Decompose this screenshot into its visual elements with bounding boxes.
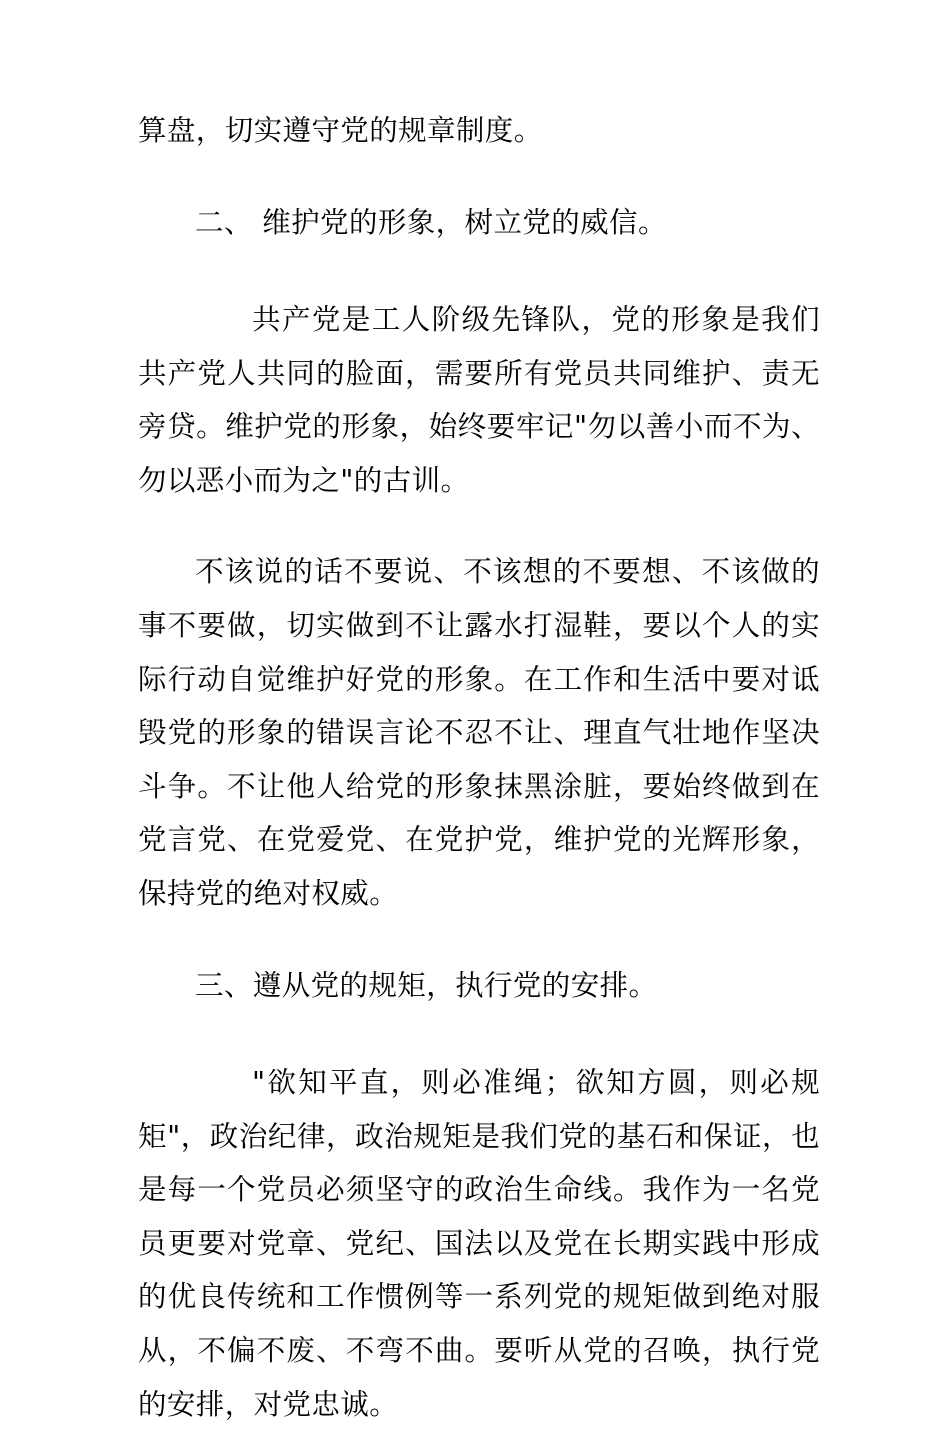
paragraph-section-two-first: 共产党是工人阶级先锋队，党的形象是我们共产党人共同的脸面，需要所有党员共同维护、责无旁贷。维护党的形象，始终要牢记"勿以善小而不为、勿以恶小而为之"的古训。 [138,303,820,497]
paragraph-section-two-second: 不该说的话不要说、不该想的不要想、不该做的事不要做，切实做到不让露水打湿鞋，要以个人的实际行动自觉维护好党的形象。在工作和生活中要对诋毁党的形象的错误言论不忍不让、理直气壮地作坚决斗争。不让他人给党的形象抹黑涂脏，要始终做到在党言党、在党爱党、在党护党，维护党的光辉形象，保持党的绝对权威。 [138,555,820,910]
paragraph-continuation: 算盘，切实遵守党的规章制度。 [138,114,543,147]
heading-section-three: 三、遵从党的规矩，执行党的安排。 [195,968,658,1002]
paragraph-section-three-first: "欲知平直，则必准绳；欲知方圆，则必规矩"，政治纪律，政治规矩是我们党的基石和保证，也是每一个党员必须坚守的政治生命线。我作为一名党员更要对党章、党纪、国法以及党在长期实践中形成的优良传统和工作惯例等一系列党的规矩做到绝对服从，不偏不废、不弯不曲。要听从党的召唤，执行党的安排，对党忠诚。 [138,1066,820,1421]
heading-section-two: 二、 维护党的形象，树立党的威信。 [195,205,667,239]
document-body [138,104,820,1431]
